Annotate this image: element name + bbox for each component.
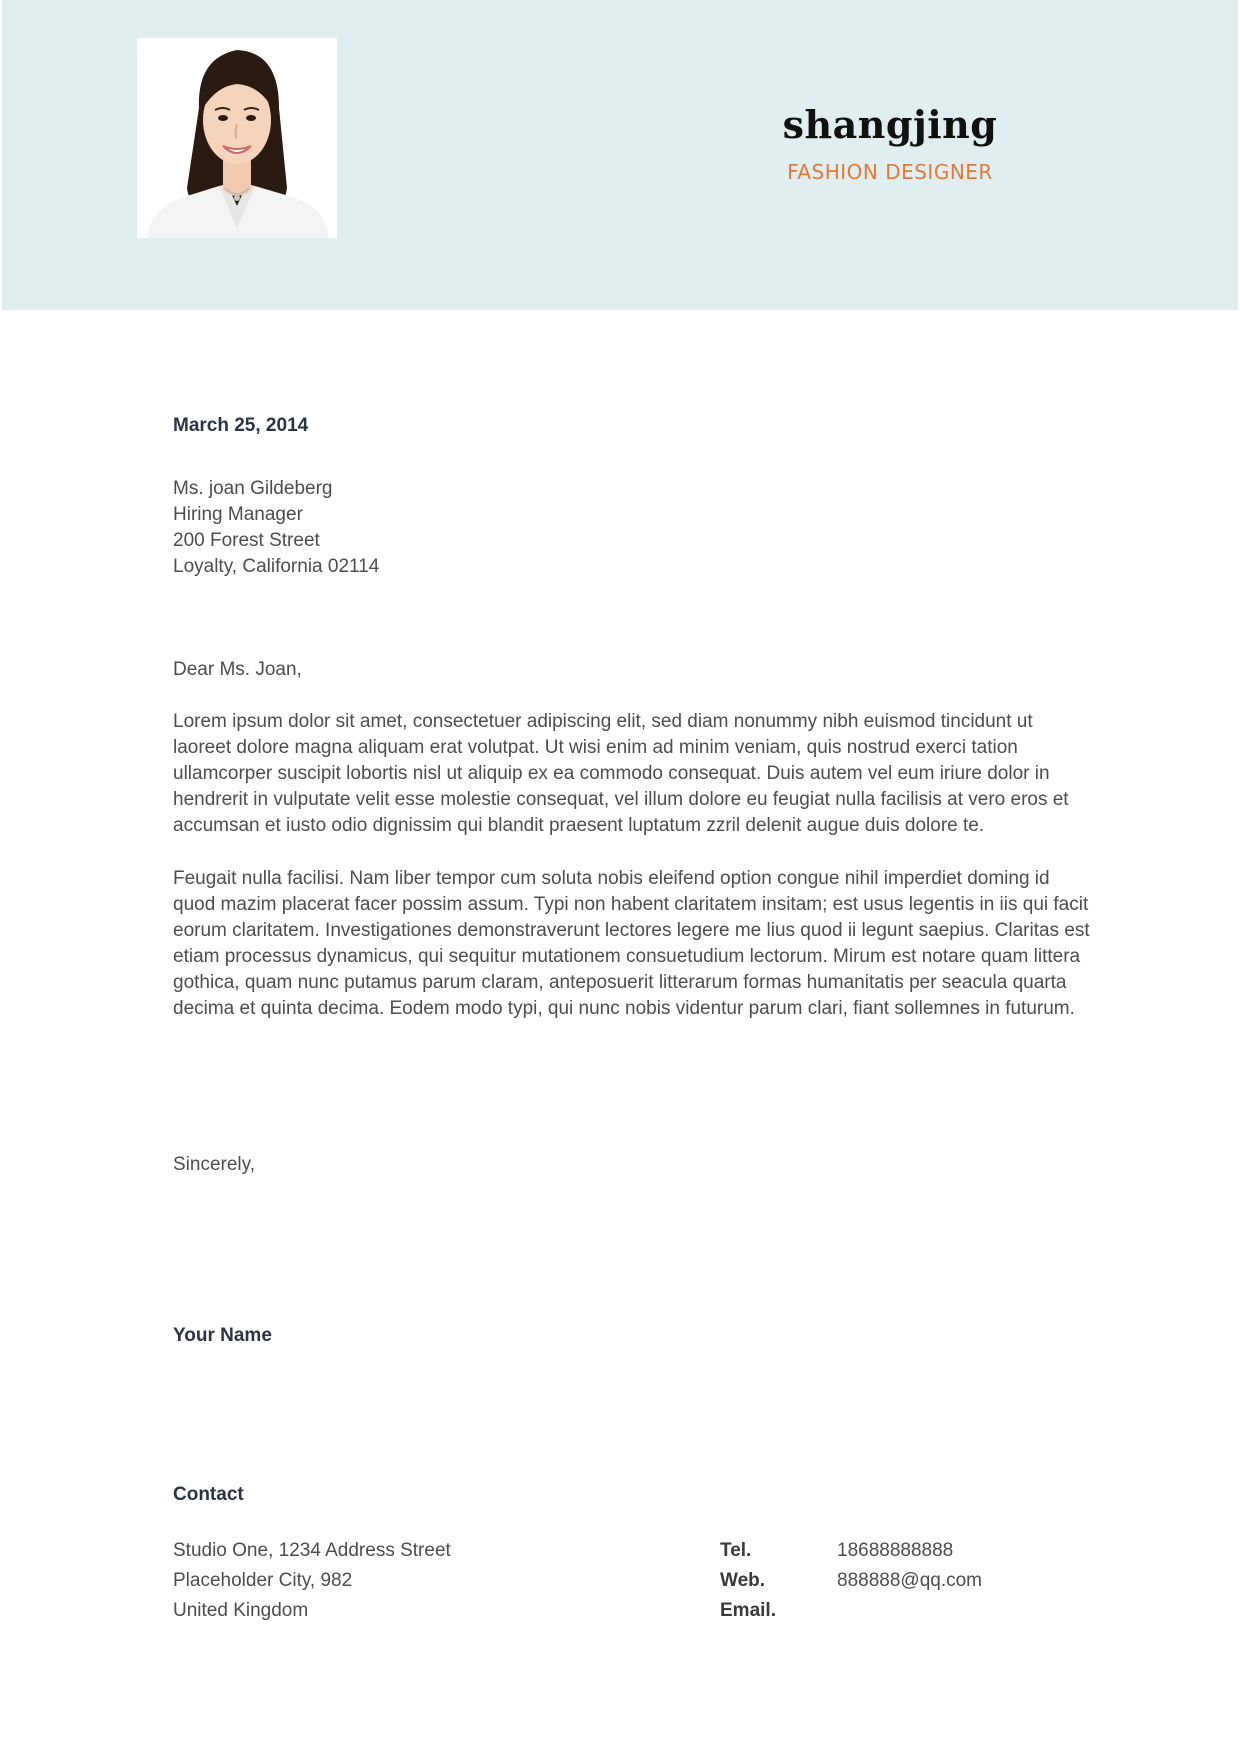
salutation: Dear Ms. Joan, [173, 659, 302, 680]
contact-address [173, 1536, 673, 1626]
applicant-name: shangjing [782, 102, 998, 147]
contact-details [720, 1536, 1037, 1626]
letter-date: March 25, 2014 [173, 415, 309, 436]
address-line: Studio One, 1234 Address Street [173, 1540, 451, 1561]
portrait-image [137, 38, 337, 238]
email-label: Email. [720, 1600, 776, 1621]
closing: Sincerely, [173, 1154, 256, 1175]
recipient-name: Ms. joan Gildeberg [173, 478, 333, 499]
job-title: FASHION DESIGNER [787, 160, 993, 184]
contact-row-web [720, 1566, 1037, 1596]
web-label: Web. [720, 1570, 766, 1591]
tel-value: 18688888888 [837, 1540, 954, 1561]
body-paragraph: Feugait nulla facilisi. Nam liber tempor cum soluta nobis eleifend option congue nihil imperdiet doming id quod mazim placerat facer possim assum. Typi non habent claritatem insitam; est usus legentis in iis qui facit eorum claritatem. Investigationes demonstraverunt lectores legere me lius quod ii legunt saepius. Claritas est etiam processus dynamicus, qui sequitur mutationem consuetudium lectorum. Mirum est notare quam littera gothica, quam nunc putamus parum claram, anteposuerit litterarum formas humanitatis per seacula quarta decima et quinta decima. Eodem modo typi, qui nunc nobis videntur parum clari, fiant sollemnes in futurum. [173, 868, 1090, 1019]
address-line: Placeholder City, 982 [173, 1570, 353, 1591]
address-line: United Kingdom [173, 1600, 309, 1621]
web-value: 888888@qq.com [837, 1570, 982, 1591]
contact-heading: Contact [173, 1484, 244, 1505]
recipient-position: Hiring Manager [173, 504, 303, 525]
email-value [837, 1596, 1037, 1626]
recipient-street: 200 Forest Street [173, 530, 320, 551]
contact-row-tel [720, 1536, 1037, 1566]
contact-row-email [720, 1596, 1037, 1626]
recipient-city: Loyalty, California 02114 [173, 556, 380, 577]
tel-label: Tel. [720, 1540, 752, 1561]
recipient-block [173, 476, 1093, 580]
signature-name: Your Name [173, 1325, 272, 1346]
body-paragraph: Lorem ipsum dolor sit amet, consectetuer adipiscing elit, sed diam nonummy nibh euismod tincidunt ut laoreet dolore magna aliquam erat volutpat. Ut wisi enim ad minim veniam, quis nostrud exerci tation ullamcorper suscipit lobortis nisl ut aliquip ex ea commodo consequat. Duis autem vel eum iriure dolor in hendrerit in vulputate velit esse molestie consequat, vel illum dolore eu feugiat nulla facilisis at vero eros et accumsan et iusto odio dignissim qui blandit praesent luptatum zzril delenit augue duis dolore te. [173, 711, 1069, 836]
profile-photo [137, 38, 337, 238]
